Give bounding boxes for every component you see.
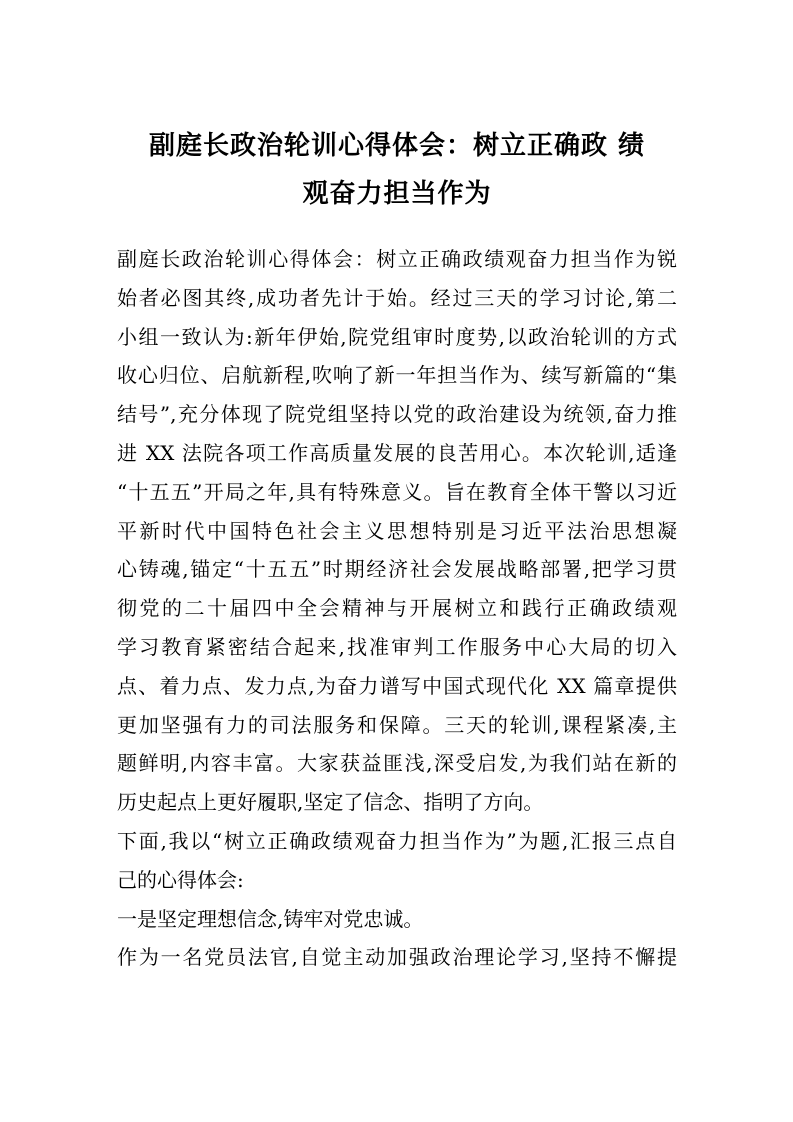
- body-line: “十五五”开局之年,具有特殊意义。旨在教育全体干警以习近: [117, 479, 677, 504]
- body-line: 小组一致认为:新年伊始,院党组审时度势,以政治轮训的方式: [117, 324, 677, 349]
- body-line: 更加坚强有力的司法服务和保障。三天的轮训,课程紧凑,主: [117, 712, 677, 737]
- body-line: 心铸魂,锚定“十五五”时期经济社会发展战略部署,把学习贯: [117, 557, 677, 582]
- document-body: [117, 240, 677, 977]
- section-heading: 一是坚定理想信念,铸牢对党忠诚。: [117, 906, 424, 931]
- body-line: 点、着力点、发力点,为奋力谱写中国式现代化 XX 篇章提供: [117, 673, 677, 698]
- document-title-line-1: 副庭长政治轮训心得体会：树立正确政 绩: [148, 131, 646, 161]
- body-line: 进 XX 法院各项工作高质量发展的良苦用心。本次轮训,适逢: [117, 440, 677, 465]
- body-line: 历史起点上更好履职,坚定了信念、指明了方向。: [117, 790, 544, 815]
- document-title-line-2: 观奋力担当作为: [302, 179, 492, 209]
- body-line: 作为一名党员法官,自觉主动加强政治理论学习,坚持不懈提: [117, 945, 677, 970]
- body-line: 平新时代中国特色社会主义思想特别是习近平法治思想凝: [117, 518, 677, 543]
- body-line: 收心归位、启航新程,吹响了新一年担当作为、续写新篇的“集: [117, 363, 677, 388]
- body-line: 题鲜明,内容丰富。大家获益匪浅,深受启发,为我们站在新的: [117, 751, 677, 776]
- body-line: 学习教育紧密结合起来,找准审判工作服务中心大局的切入: [117, 634, 677, 659]
- body-line: 彻党的二十届四中全会精神与开展树立和践行正确政绩观: [117, 596, 677, 621]
- body-line: 下面,我以“树立正确政绩观奋力担当作为”为题,汇报三点自: [117, 828, 677, 853]
- body-line: 始者必图其终,成功者先计于始。经过三天的学习讨论,第二: [117, 285, 677, 310]
- body-line: 结号”,充分体现了院党组坚持以党的政治建设为统领,奋力推: [117, 402, 677, 427]
- body-line: 己的心得体会:: [117, 867, 244, 892]
- body-line: 副庭长政治轮训心得体会：树立正确政绩观奋力担当作为锐: [117, 247, 677, 271]
